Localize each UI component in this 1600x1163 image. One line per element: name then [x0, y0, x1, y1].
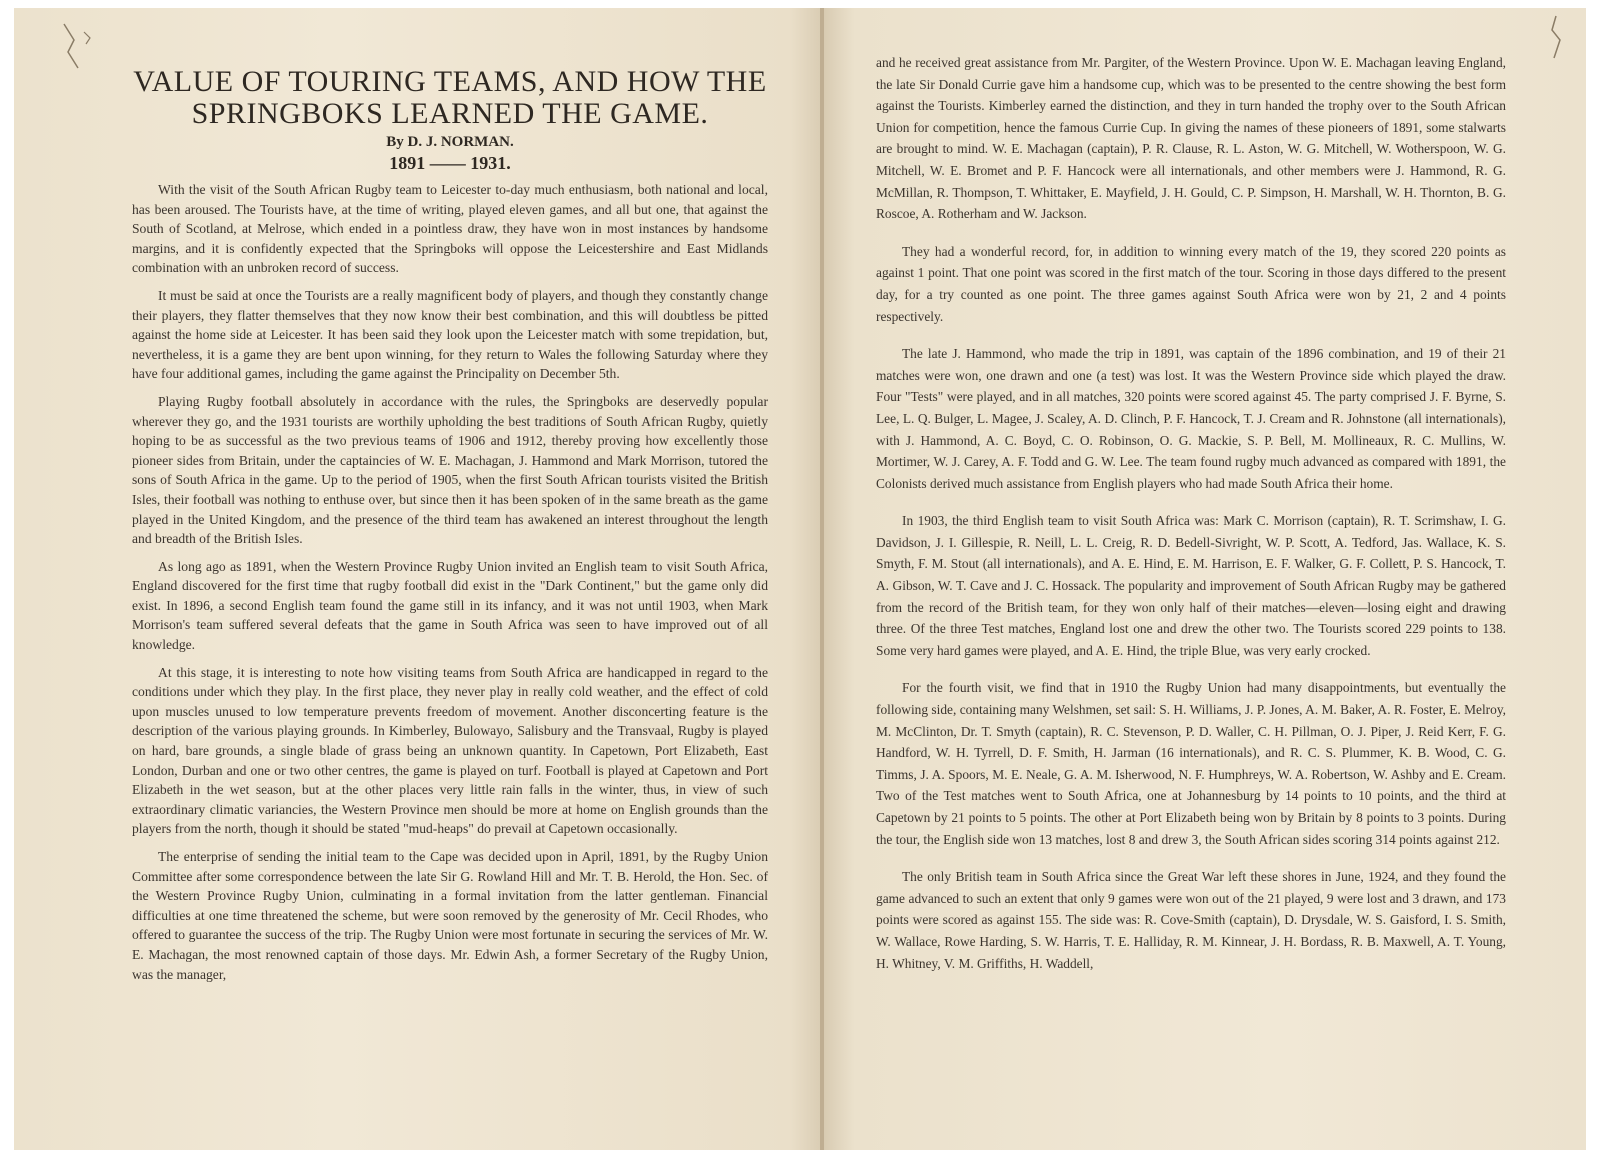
- left-column: [132, 66, 768, 992]
- page-tear-mark: [60, 22, 100, 72]
- left-page: [14, 8, 822, 1150]
- paragraph: At this stage, it is interesting to note how visiting teams from South Africa are handicapped in regard to the conditions under which they play. In the first place, they never play in really cold weather, and the effect of cold upon muscles unused to low temperature prevents freedom of movement. Another disconcerting feature is the description of the various playing grounds. In Kimberley, Bulowayo, Salisbury and the Transvaal, Rugby is played on hard, bare grounds, a single blade of grass being an unknown quantity. In Capetown, Port Elizabeth, East London, Durban and one or two other centres, the game is played on turf. Football is played at Capetown and Port Elizabeth in the wet season, but at the other places very little rain falls in the winter, thus, in view of such extraordinary climatic variancies, the Western Province men should be more at home on English grounds than the players from the north, though it should be stated "mud-heaps" do prevail at Capetown occasionally.: [132, 664, 768, 837]
- paragraph: They had a wonderful record, for, in addition to winning every match of the 19, they scored 220 points as against 1 point. That one point was scored in the first match of the tour. Scoring in those days differed to the present day, for a try counted as one point. The three games against South Africa were won by 21, 2 and 4 points respectively.: [876, 243, 1506, 324]
- paragraph: Playing Rugby football absolutely in accordance with the rules, the Springboks are deservedly popular wherever they go, and the 1931 tourists are worthily upholding the best traditions of South African Rugby, quietly hoping to be as successful as the two previous teams of 1906 and 1912, thereby proving how excellently those pioneer sides from Britain, under the captaincies of W. E. Machagan, J. Hammond and Mark Morrison, tutored the sons of South Africa in the game. Up to the period of 1905, when the first South African tourists visited the British Isles, their football was nothing to enthuse over, but since then it has been spoken of in the same breath as the game played in the United Kingdom, and the presence of the third team has awakened an interest throughout the length and breadth of the British Isles.: [132, 393, 768, 547]
- paragraph: and he received great assistance from Mr. Pargiter, of the Western Province. Upon W. E. Machagan leaving England, the late Sir Donald Currie gave him a handsome cup, which was to be presented to the centre showing the best form against the Tourists. Kimberley earned the distinction, and they in turn handed the trophy over to the South African Union for competition, hence the famous Currie Cup. In giving the names of these pioneers of 1891, some stalwarts are brought to mind. W. E. Machagan (captain), P. R. Clause, R. L. Aston, W. G. Mitchell, W. Wotherspoon, W. G. Mitchell, W. E. Bromet and P. F. Hancock were all internationals, and other members were J. Hammond, R. G. McMillan, R. Thompson, T. Whittaker, E. Mayfield, J. H. Gould, C. P. Simpson, H. Marshall, W. H. Thornton, B. G. Roscoe, A. Rotherham and W. Jackson.: [876, 55, 1506, 222]
- paragraph: The only British team in South Africa since the Great War left these shores in June, 1924, and they found the game advanced to such an extent that only 9 games were won out of the 21 played, 9 were lost and 3 drawn, and 173 points were scored as against 155. The side was: R. Cove-Smith (captain), D. Drysdale, W. S. Gaisford, I. S. Smith, W. Wallace, Rowe Harding, S. W. Harris, T. E. Halliday, R. M. Kinnear, J. H. Bordass, R. B. Maxwell, A. T. Young, H. Whitney, V. M. Griffiths, H. Waddell,: [876, 869, 1506, 971]
- right-column: [876, 52, 1506, 990]
- article-byline: By D. J. NORMAN.: [386, 134, 514, 150]
- paragraph: In 1903, the third English team to visit South Africa was: Mark C. Morrison (captain), R. T. Scrimshaw, I. G. Davidson, J. I. Gillespie, R. Neill, L. L. Creig, R. D. Bedell-Sivright, W. P. Scott, A. Tedford, Jas. Wallace, K. S. Smyth, F. M. Stout (all internationals), and A. E. Hind, E. M. Harrison, E. F. Walker, G. F. Collett, P. S. Hancock, T. A. Gibson, W. T. Cave and J. C. Hossack. The popularity and improvement of South African Rugby may be gathered from the record of the British team, for they won only half of their matches—eleven—losing eight and drawing three. Of the three Test matches, England lost one and drew the other two. The Tourists scored 229 points to 138. Some very hard games were played, and A. E. Hind, the triple Blue, was very early crocked.: [876, 513, 1506, 658]
- article-title: VALUE OF TOURING TEAMS, AND HOW THE SPRINGBOKS LEARNED THE GAME.: [133, 65, 767, 130]
- article-years: 1891 —— 1931.: [389, 153, 511, 173]
- right-page: [824, 8, 1586, 1150]
- paragraph: The enterprise of sending the initial team to the Cape was decided upon in April, 1891, by the Rugby Union Committee after some correspondence between the late Sir G. Rowland Hill and Mr. T. B. Herold, the Hon. Sec. of the Western Province Rugby Union, culminating in a formal invitation from the latter gentleman. Financial difficulties at one time threatened the scheme, but were soon removed by the generosity of Mr. Cecil Rhodes, who offered to guarantee the success of the trip. The Rugby Union were most fortunate in securing the services of Mr. W. E. Machagan, the most renowned captain of those days. Mr. Edwin Ash, a former Secretary of the Rugby Union, was the manager,: [132, 849, 768, 982]
- paragraph: As long ago as 1891, when the Western Province Rugby Union invited an English team to visit South Africa, England discovered for the first time that rugby football did exist in the "Dark Continent," but the game only did exist. In 1896, a second English team found the game still in its infancy, and it was not until 1903, when Mark Morrison's team suffered several defeats that the game in South Africa was seen to have improved out of all knowledge.: [132, 558, 768, 653]
- page-tear-mark: [1536, 14, 1576, 64]
- paragraph: It must be said at once the Tourists are a really magnificent body of players, and though they constantly change their players, they flatter themselves that they now know their best combination, and this will doubtless be pitted against the home side at Leicester. It has been said they look upon the Leicester match with some trepidation, but, nevertheless, it is a game they are bent upon winning, for they return to Wales the following Saturday where they have four additional games, including the game against the Principality on December 5th.: [132, 287, 768, 382]
- paragraph: With the visit of the South African Rugby team to Leicester to-day much enthusiasm, both national and local, has been aroused. The Tourists have, at the time of writing, played eleven games, and all but one, that against the South of Scotland, at Melrose, which ended in a pointless draw, they have won in most instances by handsome margins, and it is confidently expected that the Springboks will oppose the Leicestershire and East Midlands combination with an unbroken record of success.: [132, 182, 768, 276]
- paragraph: For the fourth visit, we find that in 1910 the Rugby Union had many disappointments, but eventually the following side, containing many Welshmen, set sail: S. H. Williams, J. P. Jones, A. M. Baker, A. R. Foster, E. Melroy, M. McClinton, Dr. T. Smyth (captain), R. C. Stevenson, P. D. Waller, C. H. Pillman, O. J. Piper, J. Reid Kerr, F. G. Handford, W. H. Tyrrell, D. F. Smith, H. Jarman (16 internationals), and R. C. S. Plummer, K. B. Wood, C. G. Timms, J. A. Spoors, M. E. Neale, G. A. M. Isherwood, N. F. Humphreys, W. A. Robertson, W. Ashby and E. Cream. Two of the Test matches went to South Africa, one at Johannesburg by 14 points to 10 points, and the third at Capetown by 21 points to 5 points. The other at Port Elizabeth being won by Britain by 8 points to 3 points. During the tour, the English side won 13 matches, lost 8 and drew 3, the South African sides scoring 314 points against 212.: [876, 680, 1506, 847]
- booklet-spread: [14, 8, 1586, 1150]
- paragraph: The late J. Hammond, who made the trip in 1891, was captain of the 1896 combination, and 19 of their 21 matches were won, one drawn and one (a test) was lost. It was the Western Province side which played the draw. Four "Tests" were played, and in all matches, 320 points were scored against 45. The party comprised J. F. Byrne, S. Lee, L. Q. Bulger, L. Magee, J. Scaley, A. D. Clinch, P. F. Hancock, T. J. Cream and R. Johnstone (all internationals), with J. Hammond, A. C. Boyd, C. O. Robinson, O. G. Mackie, S. P. Bell, M. Mollineaux, R. C. Mullins, W. Mortimer, W. J. Carey, A. F. Todd and G. W. Lee. The team found rugby much advanced as compared with 1891, the Colonists derived much assistance from English players who had made South Africa their home.: [876, 346, 1506, 491]
